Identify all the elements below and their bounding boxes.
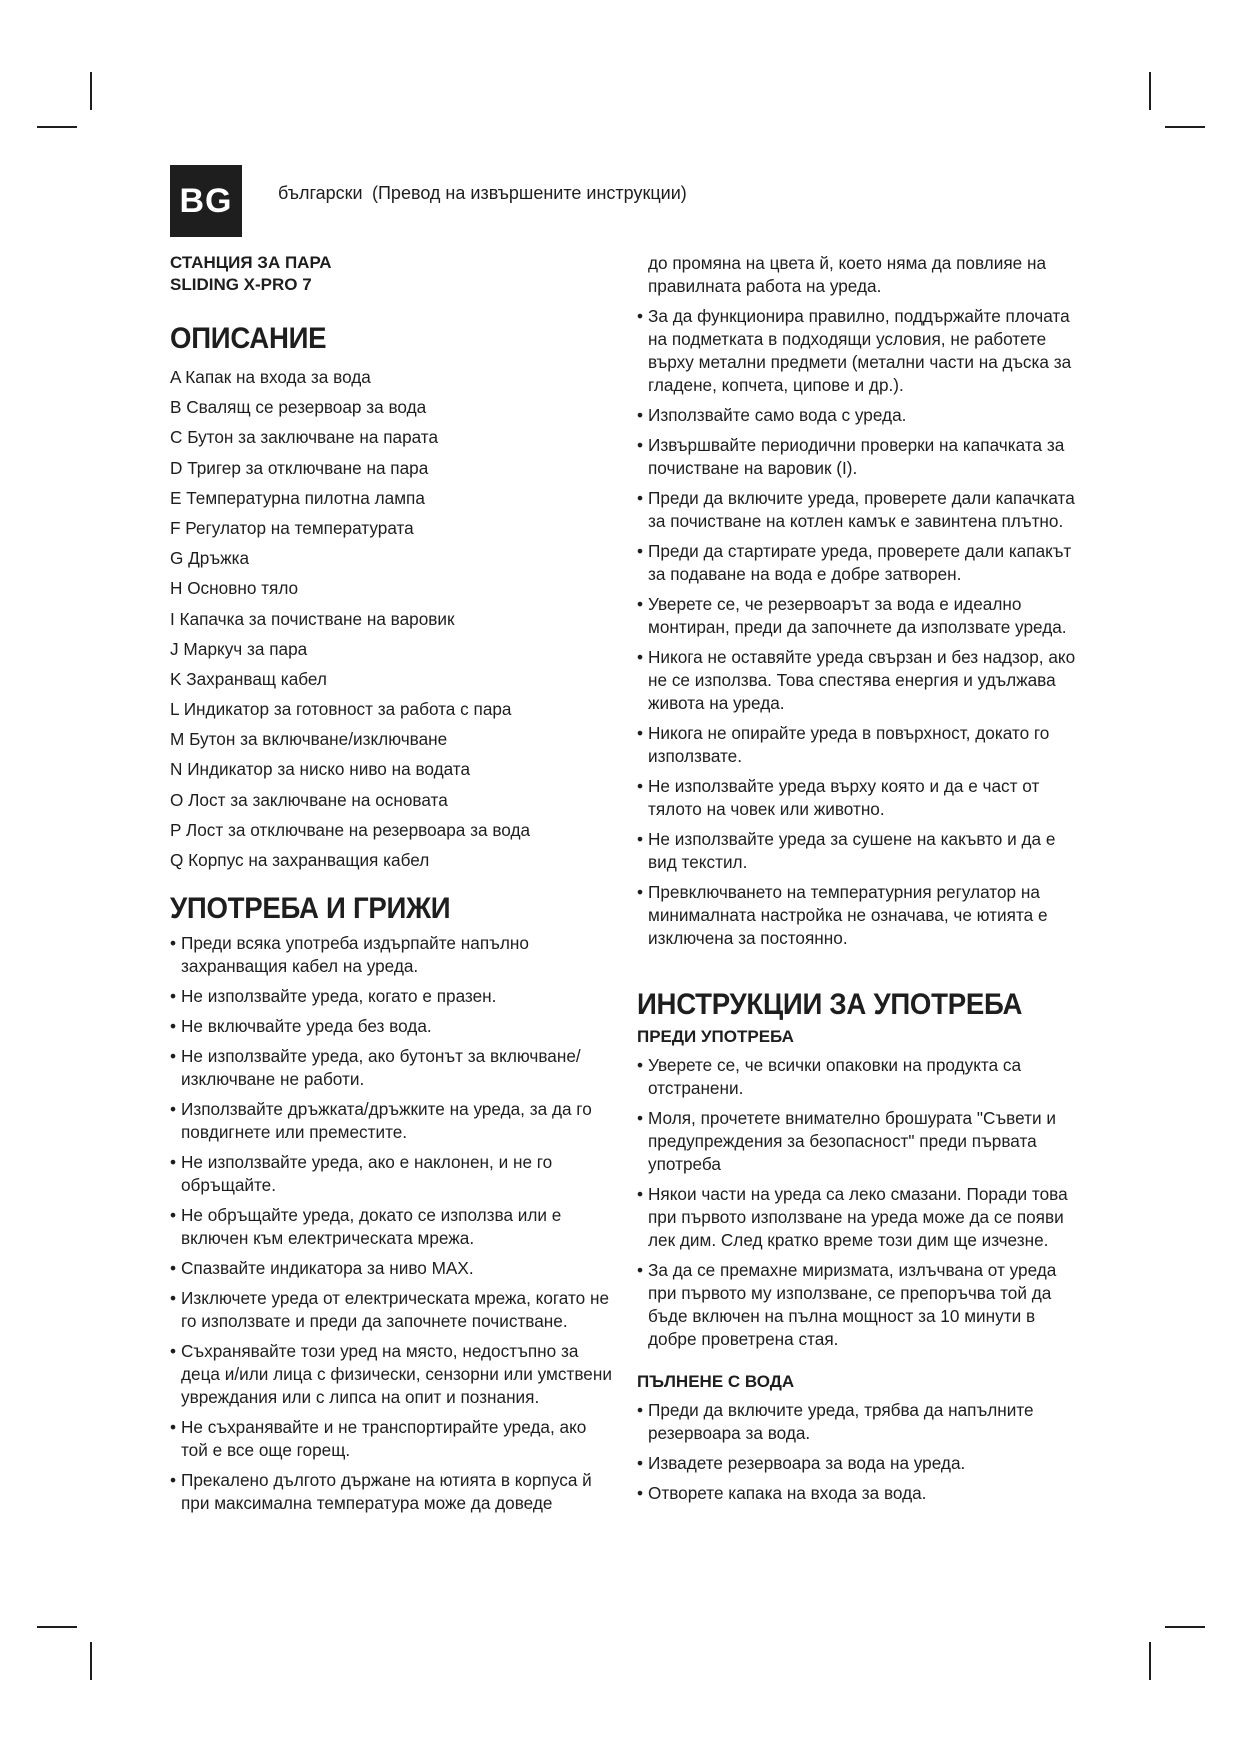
before-use-list <box>637 1054 1077 1351</box>
product-model: SLIDING X-PRO 7 <box>170 275 312 294</box>
list-item: G Дръжка <box>170 548 250 569</box>
list-item: O Лост за заключване на основата <box>170 789 448 810</box>
language-name: български <box>278 183 363 203</box>
list-item: • Съхранявайте този уред на място, недостъпно за деца и/или лица с физически, сензорни или умствени увреждания или с липса на опит и познания. <box>170 1340 615 1409</box>
list-item: K Захранващ кабел <box>170 668 327 689</box>
crop-mark <box>37 126 77 128</box>
list-item: • Използвайте дръжката/дръжките на уреда, за да го повдигнете или преместите. <box>170 1098 615 1144</box>
list-item: • Не използвайте уреда за сушене на какъвто и да е вид текстил. <box>637 828 1077 874</box>
translation-note: (Превод на извършените инструкции) <box>372 183 687 203</box>
list-item: • Преди да стартирате уреда, проверете дали капакът за подаване на вода е добре затворен. <box>637 540 1077 586</box>
list-item: L Индикатор за готовност за работа с пара <box>170 699 512 720</box>
language-badge: BG <box>170 165 242 237</box>
filling-heading: ПЪЛНЕНЕ С ВОДА <box>637 1372 795 1391</box>
list-item: • Преди всяка употреба издърпайте напълно захранващия кабел на уреда. <box>170 932 615 978</box>
right-column <box>637 252 1077 1512</box>
list-item: • Уверете се, че резервоарът за вода е идеално монтиран, преди да започнете да използвате уреда. <box>637 593 1077 639</box>
list-item: • Извършвайте периодични проверки на капачката за почистване на варовик (I). <box>637 434 1077 480</box>
usage-list-continued <box>637 305 1077 950</box>
list-item: • Никога не опирайте уреда в повърхност, докато го използвате. <box>637 722 1077 768</box>
crop-mark <box>90 72 92 110</box>
crop-mark <box>90 1642 92 1680</box>
list-item: • Използвайте само вода с уреда. <box>637 404 1077 427</box>
crop-mark <box>1149 1642 1151 1680</box>
list-item: • Не включвайте уреда без вода. <box>170 1015 615 1038</box>
list-item: I Капачка за почистване на варовик <box>170 608 455 629</box>
left-column <box>170 252 615 1522</box>
list-item: B Свалящ се резервоар за вода <box>170 397 427 418</box>
usage-list <box>170 932 615 1515</box>
filling-list <box>637 1399 1077 1505</box>
list-item: • Не използвайте уреда, когато е празен. <box>170 985 615 1008</box>
list-item: A Капак на входа за вода <box>170 367 371 387</box>
list-item: • Моля, прочетете внимателно брошурата "Съвети и предупреждения за безопасност" преди първата употреба <box>637 1107 1077 1176</box>
parts-list <box>170 366 615 879</box>
list-item: H Основно тяло <box>170 578 299 599</box>
list-item: • Преди да включите уреда, проверете дали капачката за почистване на котлен камък е завинтена плътно. <box>637 487 1077 533</box>
crop-mark <box>37 1626 77 1628</box>
list-item: • За да функционира правилно, поддържайте плочата на подметката в подходящи условия, не работете върху метални предмети (метални части на дъска за гладене, копчета, ципове и др.). <box>637 305 1077 397</box>
description-heading: ОПИСАНИЕ <box>170 322 327 355</box>
usage-heading: УПОТРЕБА И ГРИЖИ <box>170 892 451 926</box>
list-item: • Прекалено дългото държане на ютията в корпуса й при максимална температура може да доведе <box>170 1469 615 1515</box>
list-item: J Маркуч за пара <box>170 638 308 659</box>
crop-mark <box>1149 72 1151 110</box>
list-item: • Преди да включите уреда, трябва да напълните резервоара за вода. <box>637 1399 1077 1445</box>
instructions-heading: ИНСТРУКЦИИ ЗА УПОТРЕБА <box>637 988 1023 1021</box>
list-item: N Индикатор за ниско ниво на водата <box>170 759 471 780</box>
list-item: • Изключете уреда от електрическата мрежа, когато не го използвате и преди да започнете почистване. <box>170 1287 615 1333</box>
list-item: • Спазвайте индикатора за ниво MAX. <box>170 1257 615 1280</box>
before-use-heading: ПРЕДИ УПОТРЕБА <box>637 1027 794 1046</box>
list-item: • Не съхранявайте и не транспортирайте уреда, ако той е все още горещ. <box>170 1416 615 1462</box>
list-item: Q Корпус на захранващия кабел <box>170 850 430 870</box>
crop-mark <box>1165 126 1205 128</box>
list-item: C Бутон за заключване на парата <box>170 427 439 448</box>
list-item: • Не използвайте уреда, ако е наклонен, и не го обръщайте. <box>170 1151 615 1197</box>
product-line-1: СТАНЦИЯ ЗА ПАРА <box>170 253 332 272</box>
list-item: • Не обръщайте уреда, докато се използва или е включен към електрическата мрежа. <box>170 1204 615 1250</box>
list-item: F Регулатор на температурата <box>170 517 414 538</box>
list-item: E Температурна пилотна лампа <box>170 487 425 508</box>
list-item: • Не използвайте уреда върху която и да е част от тялото на човек или животно. <box>637 775 1077 821</box>
list-item: M Бутон за включване/изключване <box>170 729 448 750</box>
list-item: • Никога не оставяйте уреда свързан и без надзор, ако не се използва. Това спестява енергия и удължава живота на уреда. <box>637 646 1077 715</box>
list-item: • За да се премахне миризмата, излъчвана от уреда при първото му използване, се препоръчва той да бъде включен на пълна мощност за 10 минути в добре проветрена стая. <box>637 1259 1077 1351</box>
list-item: • Някои части на уреда са леко смазани. Поради това при първото използване на уреда може да се появи лек дим. След кратко време този дим ще изчезне. <box>637 1183 1077 1252</box>
list-item: D Тригер за отключване на пара <box>170 457 429 478</box>
list-item: • Превключването на температурния регулатор на минималната настройка не означава, че ютията е изключена за постоянно. <box>637 881 1077 950</box>
crop-mark <box>1165 1626 1205 1628</box>
continued-text: до промяна на цвета й, което няма да повлияе на правилната работа на уреда. <box>648 253 1047 296</box>
list-item: • Уверете се, че всички опаковки на продукта са отстранени. <box>637 1054 1077 1100</box>
list-item: • Не използвайте уреда, ако бутонът за включване/ изключване не работи. <box>170 1045 615 1091</box>
list-item: • Отворете капака на входа за вода. <box>637 1482 1077 1505</box>
list-item: • Извадете резервоара за вода на уреда. <box>637 1452 1077 1475</box>
list-item: P Лост за отключване на резервоара за вода <box>170 819 531 840</box>
